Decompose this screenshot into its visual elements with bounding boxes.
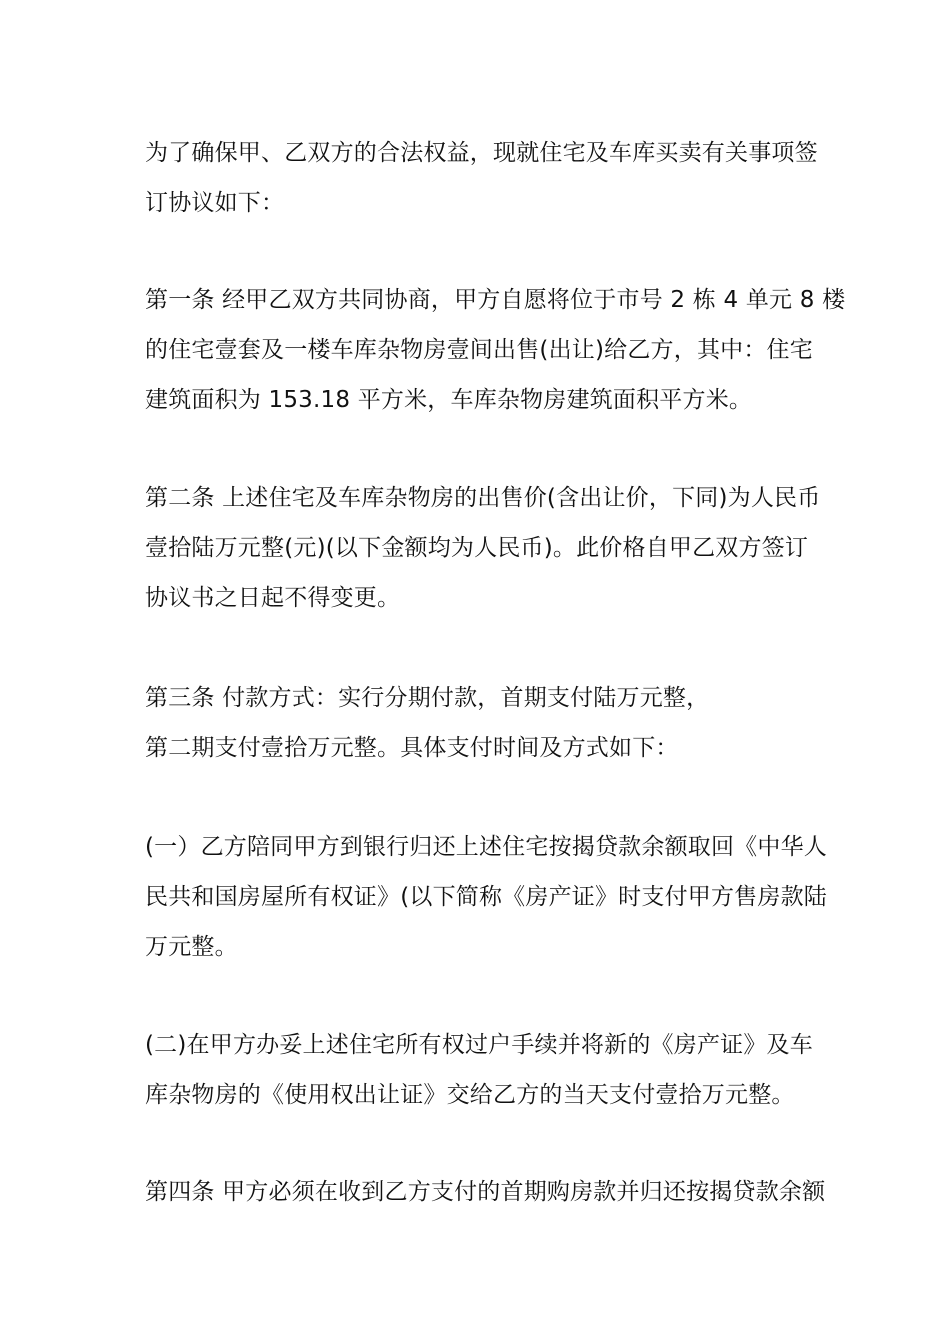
paragraph-article-3: [145, 673, 815, 773]
text-line: 第二期支付壹拾万元整。具体支付时间及方式如下：: [145, 735, 679, 761]
text-line: 第三条 付款方式：实行分期付款，首期支付陆万元整，: [145, 685, 710, 711]
paragraph-item-1: [145, 822, 827, 972]
text-line: 协议书之日起不得变更。: [145, 585, 401, 611]
text-line: 民共和国房屋所有权证》(以下简称《房产证》时支付甲方售房款陆: [145, 884, 827, 910]
paragraph-article-4: [145, 1167, 826, 1217]
text-line: 建筑面积为 153.18 平方米，车库杂物房建筑面积平方米。: [145, 387, 753, 413]
text-line: 的住宅壹套及一楼车库杂物房壹间出售(出让)给乙方，其中：住宅: [145, 337, 813, 363]
text-line: 第四条 甲方必须在收到乙方支付的首期购房款并归还按揭贷款余额: [145, 1179, 826, 1205]
paragraph-item-2: [145, 1020, 815, 1120]
text-line: 订协议如下：: [145, 190, 285, 216]
paragraph-article-1: [145, 275, 846, 425]
text-line: 壹拾陆万元整(元)(以下金额均为人民币)。此价格自甲乙双方签订: [145, 535, 809, 561]
text-line: 库杂物房的《使用权出让证》交给乙方的当天支付壹拾万元整。: [145, 1082, 795, 1108]
paragraph-preamble: [145, 128, 818, 228]
text-line: (一）乙方陪同甲方到银行归还上述住宅按揭贷款余额取回《中华人: [145, 834, 827, 860]
text-line: 第二条 上述住宅及车库杂物房的出售价(含出让价，下同)为人民币: [145, 485, 821, 511]
text-line: 万元整。: [145, 934, 238, 960]
text-line: (二)在甲方办妥上述住宅所有权过户手续并将新的《房产证》及车: [145, 1032, 813, 1058]
paragraph-article-2: [145, 473, 821, 623]
text-line: 第一条 经甲乙双方共同协商，甲方自愿将位于市号 2 栋 4 单元 8 楼: [145, 287, 846, 313]
text-line: 为了确保甲、乙双方的合法权益，现就住宅及车库买卖有关事项签: [145, 140, 818, 166]
